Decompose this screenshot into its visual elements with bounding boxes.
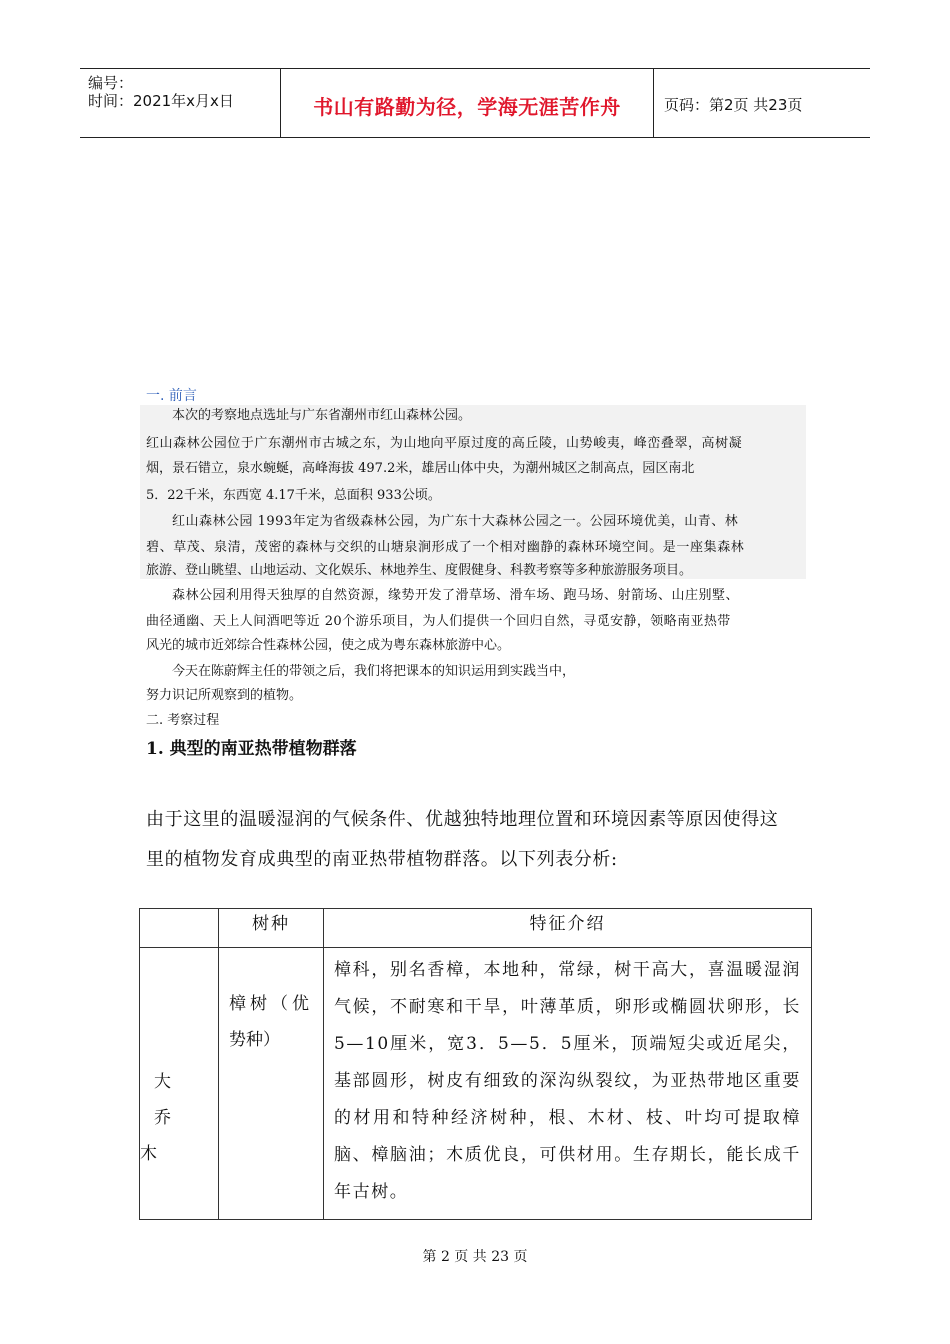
header-motto-cell: [281, 69, 654, 137]
category-cell: [140, 948, 219, 1220]
species-name: 樟树（优: [229, 994, 313, 1014]
species-cell: [219, 948, 324, 1220]
page-header: [80, 68, 870, 138]
intro-line: 5．22千米，东西宽 4.17千米，总面积 933公顷。: [146, 488, 441, 503]
intro-line: 红山森林公园位于广东潮州市古城之东，为山地向平原过度的高丘陵，山势峻夷，峰峦叠翠，高树凝: [146, 436, 743, 451]
table-row: [140, 948, 812, 1220]
category-label: 大乔: [154, 1072, 193, 1128]
intro-line: 风光的城市近郊综合性森林公园，使之成为粤东森林旅游中心。: [146, 638, 511, 653]
section1-title: 一. 前言: [146, 388, 197, 404]
intro-line: 曲径通幽、天上人间酒吧等近 20个游乐项目，为人们提供一个回归自然，寻觅安静，领略南亚热带: [146, 614, 731, 629]
intro-line: 今天在陈蔚辉主任的带领之后，我们将把课本的知识运用到实践当中，: [172, 664, 576, 679]
table-header-cell: [140, 909, 219, 948]
section2-paragraph-line: 由于这里的温暖湿润的气候条件、优越独特地理位置和环境因素等原因使得这: [146, 809, 779, 830]
plant-table: [139, 908, 812, 1220]
description-cell: 樟科，别名香樟，本地种，常绿，树干高大，喜温暖湿润气候，不耐寒和干旱，叶薄革质，卵形或椭圆状卵形，长5—10厘米，宽3．5—5．5厘米，顶端短尖或近尾尖，基部圆形，树皮有细致的深沟纵裂纹，为亚热带地区重要的材用和特种经济树种，根、木材、枝、叶均可提取樟脑、樟脑油；木质优良，可供材用。生存期长，能长成千年古树。: [324, 948, 812, 1220]
intro-line: 努力识记所观察到的植物。: [146, 688, 303, 703]
table-header-cell: 特征介绍: [324, 909, 812, 948]
category-label-cont: 木: [140, 1144, 157, 1164]
intro-line: 本次的考察地点选址与广东省潮州市红山森林公园。: [172, 408, 472, 423]
header-page-cell: [654, 69, 870, 137]
intro-line: 森林公园利用得天独厚的自然资源，缘势开发了滑草场、滑车场、跑马场、射箭场、山庄别墅、: [172, 588, 740, 603]
header-info-cell: [80, 69, 281, 137]
doc-date-label: 时间：2021年x月x日: [88, 92, 234, 110]
section2-title: 二. 考察过程: [146, 713, 220, 728]
header-page-label: 页码：第2页 共23页: [664, 96, 803, 114]
section2-subtitle: 1. 典型的南亚热带植物群落: [146, 739, 357, 759]
table-header-row: [140, 909, 812, 948]
header-motto: 书山有路勤为径，学海无涯苦作舟: [313, 95, 621, 119]
intro-line: 烟，景石错立，泉水蜿蜒，高峰海拔 497.2米，雄居山体中央，为潮州城区之制高点，园区南北: [146, 461, 695, 476]
page-footer: 第 2 页 共 23 页: [422, 1249, 528, 1265]
doc-number-label: 编号：: [88, 74, 134, 92]
intro-line: 红山森林公园 1993年定为省级森林公园，为广东十大森林公园之一。公园环境优美，山青、林: [172, 514, 739, 529]
section2-paragraph-line: 里的植物发育成典型的南亚热带植物群落。以下列表分析:: [146, 849, 618, 870]
intro-line: 旅游、登山眺望、山地运动、文化娱乐、林地养生、度假健身、科教考察等多种旅游服务项目。: [146, 563, 693, 578]
table-header-cell: 树种: [219, 909, 324, 948]
species-note: 势种）: [229, 1030, 280, 1050]
intro-line: 碧、草茂、泉清，茂密的森林与交织的山塘泉涧形成了一个相对幽静的森林环境空间。是一座集森林: [146, 540, 745, 555]
